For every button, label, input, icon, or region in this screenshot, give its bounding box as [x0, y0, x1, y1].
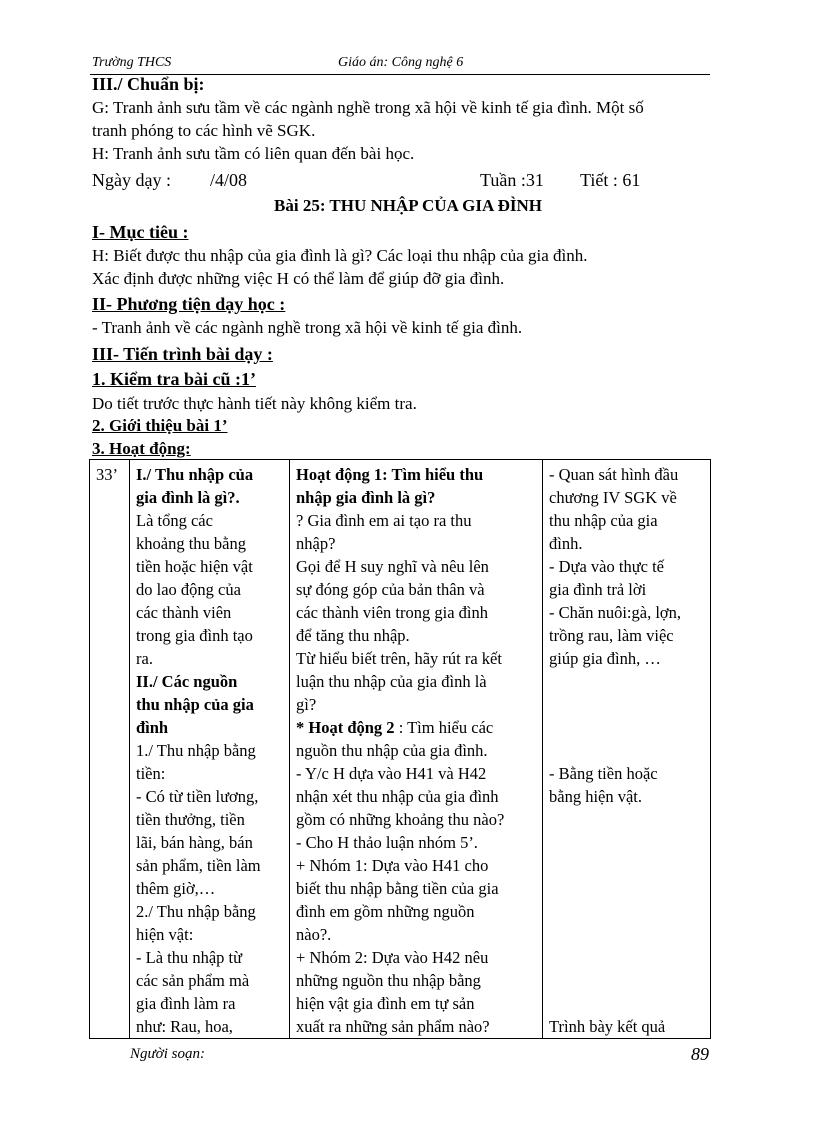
- teacher-line: nào?.: [296, 925, 332, 944]
- content-line: sản phẩm, tiền làm: [136, 856, 261, 875]
- student-line: [549, 670, 706, 762]
- check-text: Do tiết trước thực hành tiết này không kiểm tra.: [92, 394, 417, 413]
- teacher-cell: [290, 460, 543, 1039]
- activity-table: [89, 459, 711, 1039]
- teacher-line: các thành viên trong gia đình: [296, 603, 488, 622]
- student-line: chương IV SGK về: [549, 488, 677, 507]
- content-line: do lao động của: [136, 580, 241, 599]
- time-value: 33’: [96, 465, 118, 484]
- content-line: lãi, bán hàng, bán: [136, 833, 253, 852]
- activity2-label: * Hoạt động 2: [296, 718, 395, 737]
- day-date: /4/08: [210, 170, 248, 190]
- time-cell: [90, 460, 130, 1039]
- content-line: khoảng thu bằng: [136, 534, 246, 553]
- content-line: 1./ Thu nhập bằng: [136, 741, 256, 760]
- student-line: trồng rau, làm việc: [549, 626, 674, 645]
- teacher-line: - Cho H thảo luận nhóm 5’.: [296, 833, 478, 852]
- content-line: thu nhập của gia: [136, 695, 254, 714]
- content-line: hiện vật:: [136, 925, 194, 944]
- prep-h-line: H: Tranh ảnh sưu tầm có liên quan đến bài học.: [92, 144, 415, 163]
- content-cell: [130, 460, 290, 1039]
- content-line: tiền hoặc hiện vật: [136, 557, 253, 576]
- content-line: gia đình là gì?.: [136, 488, 240, 507]
- teacher-line: Từ hiểu biết trên, hãy rút ra kết: [296, 649, 502, 668]
- student-line: thu nhập của gia: [549, 511, 658, 530]
- teacher-line: để tăng thu nhập.: [296, 626, 410, 645]
- teacher-line: biết thu nhập bằng tiền của gia: [296, 879, 499, 898]
- prep-g-line2: tranh phóng to các hình vẽ SGK.: [92, 121, 316, 140]
- content-line: các thành viên: [136, 603, 232, 622]
- objectives-line1: H: Biết được thu nhập của gia đình là gì? Các loại thu nhập của gia đình.: [92, 246, 588, 265]
- footer-author: Người soạn:: [130, 1046, 205, 1062]
- student-line: đình.: [549, 534, 583, 553]
- teacher-line: ? Gia đình em ai tạo ra thu: [296, 511, 472, 530]
- teacher-line: hiện vật gia đình em tự sản: [296, 994, 475, 1013]
- week-label: Tuần :31: [480, 170, 544, 190]
- page-number: 89: [691, 1044, 709, 1064]
- teacher-line: xuất ra những sản phẩm nào?: [296, 1017, 490, 1036]
- teacher-line: luận thu nhập của gia đình là: [296, 672, 487, 691]
- teacher-line: những nguồn thu nhập bằng: [296, 971, 481, 990]
- teacher-line: nguồn thu nhập của gia đình.: [296, 741, 488, 760]
- teacher-line: - Y/c H dựa vào H41 và H42: [296, 764, 487, 783]
- activity2-text: : Tìm hiểu các: [394, 718, 494, 737]
- student-line: - Bằng tiền hoặc: [549, 764, 658, 783]
- content-line: thêm giờ,…: [136, 879, 216, 898]
- student-line: Trình bày kết quả: [549, 1017, 666, 1036]
- content-line: tiền:: [136, 764, 166, 783]
- header-subject: Giáo án: Công nghệ 6: [338, 55, 464, 70]
- prep-g-line1: G: Tranh ảnh sưu tầm về các ngành nghề trong xã hội về kinh tế gia đình. Một số: [92, 98, 644, 117]
- content-line: II./ Các nguồn: [136, 672, 238, 691]
- teacher-line: sự đóng góp của bản thân và: [296, 580, 485, 599]
- student-line: gia đình trả lời: [549, 580, 647, 599]
- student-line: giúp gia đình, …: [549, 649, 661, 668]
- teacher-line: + Nhóm 1: Dựa vào H41 cho: [296, 856, 489, 875]
- content-line: Là tổng các: [136, 511, 213, 530]
- intro-heading: 2. Giới thiệu bài 1’: [92, 416, 228, 435]
- teacher-line: nhận xét thu nhập của gia đình: [296, 787, 499, 806]
- student-line: - Chăn nuôi:gà, lợn,: [549, 603, 681, 622]
- teacher-line: đình em gồm những nguồn: [296, 902, 475, 921]
- content-line: - Là thu nhập từ: [136, 948, 243, 967]
- teacher-line: Hoạt động 1: Tìm hiểu thu: [296, 465, 484, 484]
- lesson-title: Bài 25: THU NHẬP CỦA GIA ĐÌNH: [274, 196, 542, 215]
- student-line: bằng hiện vật.: [549, 787, 643, 806]
- teacher-line: Gọi để H suy nghĩ và nêu lên: [296, 557, 489, 576]
- teacher-line: nhập gia đình là gì?: [296, 488, 436, 507]
- day-label: Ngày dạy :: [92, 170, 171, 190]
- teacher-line: gì?: [296, 695, 317, 714]
- content-line: trong gia đình tạo: [136, 626, 253, 645]
- process-heading: III- Tiến trình bài dạy :: [92, 344, 273, 364]
- teacher-line: + Nhóm 2: Dựa vào H42 nêu: [296, 948, 489, 967]
- student-line: - Quan sát hình đầu: [549, 465, 679, 484]
- student-cell: [543, 460, 711, 1039]
- content-line: gia đình làm ra: [136, 994, 236, 1013]
- teacher-line: [296, 716, 538, 739]
- activity-heading: 3. Hoạt động:: [92, 439, 191, 458]
- check-heading: 1. Kiểm tra bài cũ :1’: [92, 369, 256, 389]
- content-line: I./ Thu nhập của: [136, 465, 254, 484]
- student-line: - Dựa vào thực tế: [549, 557, 665, 576]
- header-school: Trường THCS: [92, 55, 172, 70]
- content-line: - Có từ tiền lương,: [136, 787, 259, 806]
- teacher-line: gồm có những khoảng thu nào?: [296, 810, 505, 829]
- means-heading: II- Phương tiện dạy học :: [92, 294, 286, 314]
- content-line: tiền thưởng, tiền: [136, 810, 245, 829]
- objectives-line2: Xác định được những việc H có thể làm để giúp đỡ gia đình.: [92, 269, 505, 288]
- period-label: Tiết : 61: [580, 170, 641, 190]
- teacher-line: nhập?: [296, 534, 336, 553]
- content-line: 2./ Thu nhập bằng: [136, 902, 256, 921]
- student-line: [549, 808, 706, 1015]
- objectives-heading: I- Mục tiêu :: [92, 222, 189, 242]
- content-line: các sản phẩm mà: [136, 971, 250, 990]
- means-line1: - Tranh ảnh về các ngành nghề trong xã hội về kinh tế gia đình.: [92, 318, 523, 337]
- content-line: ra.: [136, 649, 153, 668]
- content-line: như: Rau, hoa,: [136, 1017, 233, 1036]
- content-line: đình: [136, 718, 169, 737]
- prep-heading: III./ Chuẩn bị:: [92, 74, 205, 94]
